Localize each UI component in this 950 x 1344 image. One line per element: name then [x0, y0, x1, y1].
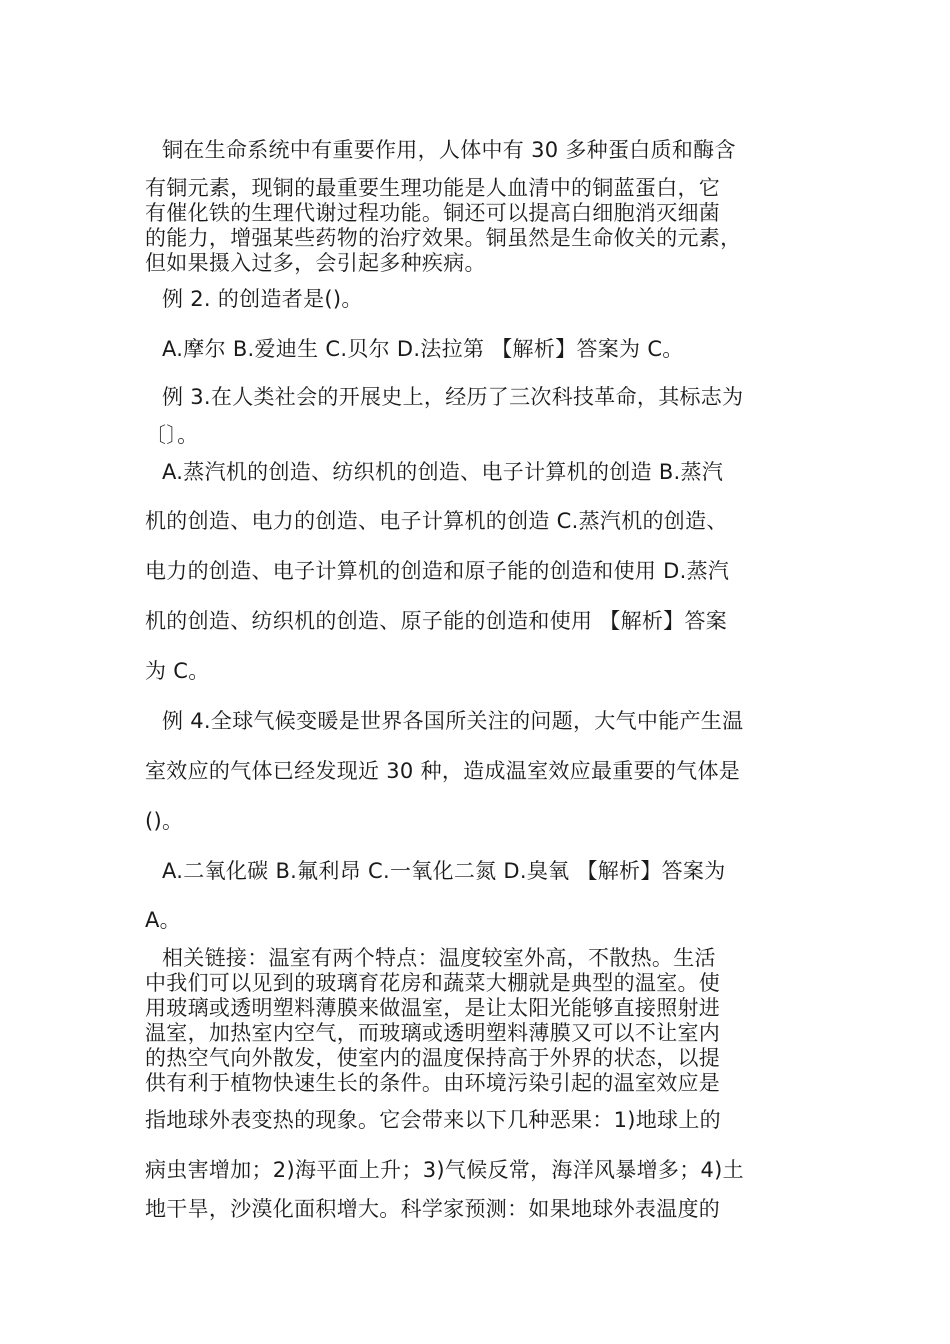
text-line: 供有利于植物快速生长的条件。由环境污染引起的温室效应是: [145, 1071, 721, 1095]
example-2-options: A.摩尔 B.爱迪生 C.贝尔 D.法拉第 【解析】答案为 C。: [162, 337, 684, 361]
text-line: 的热空气向外散发，使室内的温度保持高于外界的状态，以提: [145, 1046, 721, 1070]
text-line: 有催化铁的生理代谢过程功能。铜还可以提高白细胞消灭细菌: [145, 201, 721, 225]
text-line: 的能力，增强某些药物的治疗效果。铜虽然是生命攸关的元素，: [145, 226, 742, 250]
text-line: 病虫害增加；2)海平面上升；3)气候反常，海洋风暴增多；4)土: [145, 1158, 744, 1182]
text-line: 机的创造、电力的创造、电子计算机的创造 C.蒸汽机的创造、: [145, 509, 728, 533]
example-3-options: A.蒸汽机的创造、纺织机的创造、电子计算机的创造 B.蒸汽: [162, 460, 724, 484]
example-4-question: 例 4.全球气候变暖是世界各国所关注的问题，大气中能产生温: [162, 709, 744, 733]
text-line: ()。: [145, 809, 184, 833]
text-line: 温室，加热室内空气，而玻璃或透明塑料薄膜又可以不让室内: [145, 1021, 721, 1045]
example-4-options: A.二氧化碳 B.氟利昂 C.一氧化二氮 D.臭氧 【解析】答案为: [162, 859, 726, 883]
text-line: 电力的创造、电子计算机的创造和原子能的创造和使用 D.蒸汽: [145, 559, 730, 583]
related-link-heading: 相关链接：温室有两个特点：温度较室外高，不散热。生活: [162, 946, 716, 970]
text-line: 〔〕。: [145, 423, 199, 447]
text-line: 为 C。: [145, 659, 210, 683]
text-line: 用玻璃或透明塑料薄膜来做温室，是让太阳光能够直接照射进: [145, 996, 721, 1020]
text-line: 机的创造、纺织机的创造、原子能的创造和使用 【解析】答案: [145, 609, 728, 633]
text-line: 地干旱，沙漠化面积增大。科学家预测：如果地球外表温度的: [145, 1197, 721, 1221]
example-3-question: 例 3.在人类社会的开展史上，经历了三次科技革命，其标志为: [162, 385, 744, 409]
text-line: 但如果摄入过多，会引起多种疾病。: [145, 251, 486, 275]
text-line: 铜在生命系统中有重要作用，人体中有 30 多种蛋白质和酶含: [162, 138, 736, 162]
text-line: 室效应的气体已经发现近 30 种，造成温室效应最重要的气体是: [145, 759, 741, 783]
text-line: 指地球外表变热的现象。它会带来以下几种恶果：1)地球上的: [145, 1108, 721, 1132]
text-line: 中我们可以见到的玻璃育花房和蔬菜大棚就是典型的温室。使: [145, 971, 721, 995]
text-line: A。: [145, 908, 181, 932]
text-line: 有铜元素，现铜的最重要生理功能是人血清中的铜蓝蛋白，它: [145, 176, 721, 200]
example-2-question: 例 2. 的创造者是()。: [162, 287, 363, 311]
